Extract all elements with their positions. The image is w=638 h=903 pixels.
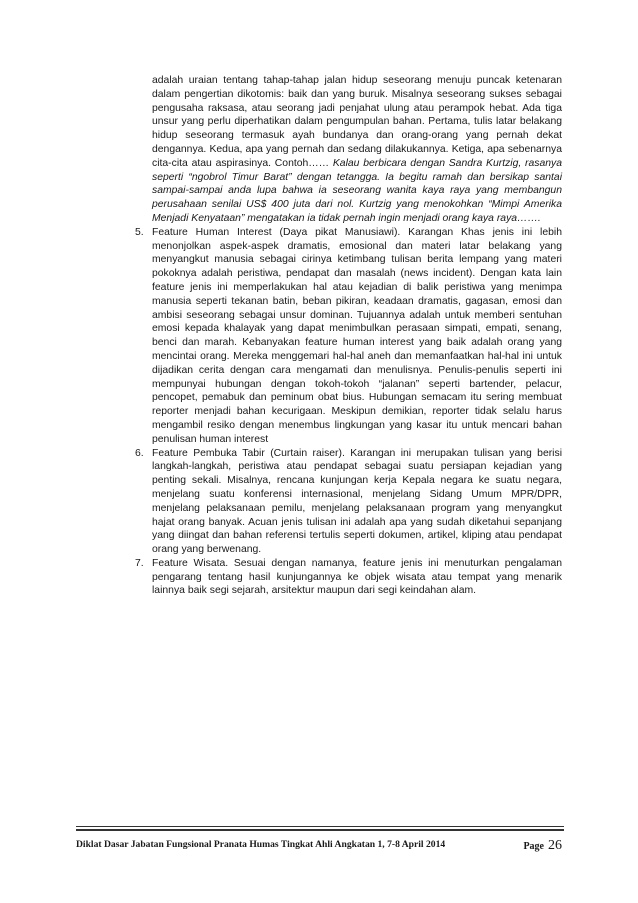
list-number: 7. (135, 557, 144, 569)
list-item-text: Feature Human Interest (Daya pikat Manusiawi). Karangan Khas jenis ini lebih menonjolkan aspek-aspek dramatis, emosional dan materi latar belakang yang menyangkut manusia sebagai cirinya ketimbang tulisan berita lempang yang materi pokoknya adalah peristiwa, pendapat dan masalah (news incident). Dengan kata lain feature jenis ini memperlakukan hal atau kejadian di balik peristiwa yang menimpa manusia seperti tekanan batin, beban pikiran, keadaan dramatis, gagasan, emosi dan ambisi seseorang sebagai unsur dominan. Tujuannya adalah untuk memberi sentuhan emosi kepada khalayak yang dapat menimbulkan perasaan simpati, empati, senang, benci dan marah. Kebanyakan feature human interest yang baik adalah orang yang mencintai orang. Mereka menggemari hal-hal aneh dan memanfaatkan hal-hal ini untuk dijadikan cerita dengan cara mengamati dan menulisnya. Penulis-penulis seperti ini mempunyai hubungan dengan tokoh-tokoh “jalanan” seperti bartender, pelacur, pencopet, pemabuk dan peminum obat bius. Hubungan semacam itu sering membuat reporter menjadi bahan kecurigaan. Meskipun demikian, reporter tidak selalu harus mengambil resiko dengan menembus lingkungan yang kasar itu untuk mencari bahan penulisan human interest (152, 226, 562, 445)
list-item-6 (135, 447, 562, 557)
page-number: 26 (548, 838, 562, 853)
footer-divider-thick (76, 829, 564, 831)
footer-divider (76, 826, 564, 827)
intro-text: adalah uraian tentang tahap-tahap jalan hidup seseorang menuju puncak ketenaran dalam pengertian dikotomis: baik dan yang buruk. Misalnya seseorang sukses sebagai pengusaha raksasa, atau seorang jadi penjahat ulung atau perampok hebat. Ada tiga unsur yang perlu diperhatikan dalam pengumpulan bahan. Pertama, tulis latar belakang hidup seseorang termasuk ayah bundanya dan orang-orang yang pernah dekat dengannya. Kedua, apa yang pernah dan sedang dilakukannya. Ketiga, apa sebenarnya cita-cita atau aspirasinya. Contoh…… (152, 75, 562, 169)
list-item-text: Feature Wisata. Sesuai dengan namanya, feature jenis ini menuturkan pengalaman pengarang tentang hasil kunjungannya ke objek wisata atau tempat yang menarik lainnya baik segi sejarah, arsitektur maupun dari segi keindahan alam. (152, 557, 562, 597)
list-number: 6. (135, 447, 144, 459)
footer-title: Diklat Dasar Jabatan Fungsional Pranata Humas Tingkat Ahli Angkatan 1, 7-8 April 2014 (76, 839, 446, 850)
page-label: Page (523, 841, 544, 852)
page-indicator (523, 836, 562, 854)
intro-quote: Kalau berbicara dengan Sandra Kurtzig, rasanya seperti “ngobrol Timur Barat” dengan tetangga. Ia begitu ramah dan bersikap santai sampai-sampai anda lupa bahwa ia seseorang wanita kaya raya yang membangun perusahaan senilai US$ 400 juta dari nol. Kurtzig yang menokohkan “Mimpi Amerika Menjadi Kenyataan” mengatakan ia tidak pernah ingin menjadi orang kaya raya……. (152, 157, 562, 224)
intro-paragraph (152, 74, 562, 226)
body-text (135, 74, 562, 598)
list-item-7 (135, 557, 562, 598)
list-item-text: Feature Pembuka Tabir (Curtain raiser). Karangan ini merupakan tulisan yang berisi langkah-langkah, peristiwa atau pendapat sebagai suatu persiapan kejadian yang penting sekali. Misalnya, rencana kunjungan kerja Kepala negara ke suatu negara, menjelang suatu konferensi internasional, menjelang Sidang Umum MPR/DPR, menjelang pelaksanaan pemilu, menjelang pelaksanaan program yang menyangkut hajat orang banyak. Acuan jenis tulisan ini adalah apa yang sudah diketahui sepanjang yang diingat dan bahan referensi tertulis seperti dokumen, artikel, kliping atau pendapat orang yang berwenang. (152, 447, 562, 556)
list-number: 5. (135, 226, 144, 238)
list-item-5 (135, 226, 562, 447)
